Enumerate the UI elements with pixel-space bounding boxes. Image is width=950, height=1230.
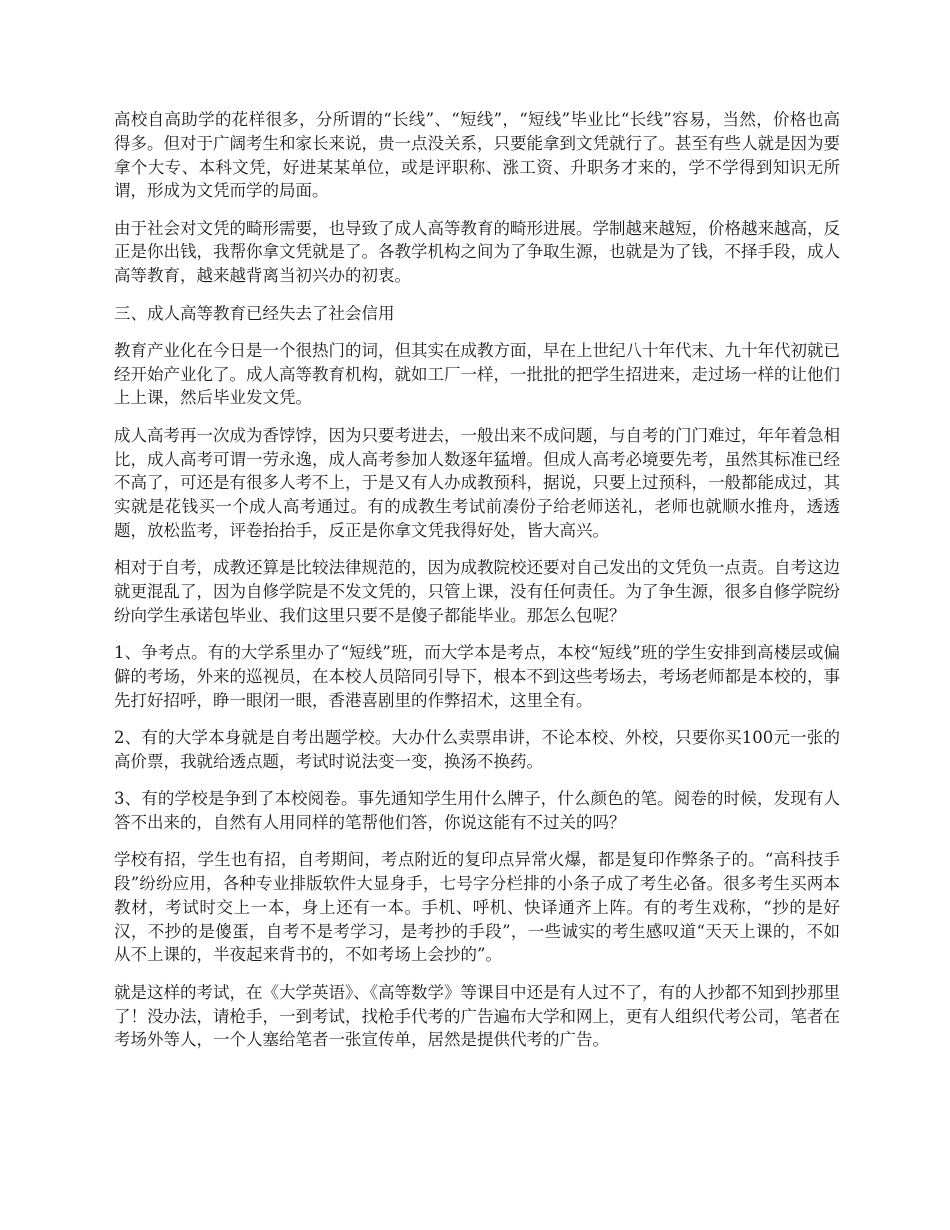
list-item-2: 2、有的大学本身就是自考出题学校。大办什么卖票串讲，不论本校、外校，只要你买100元一张的高价票，我就给透点题，考试时说法变一变，换汤不换药。 <box>114 728 840 771</box>
document-body <box>114 108 840 1066</box>
paragraph-5: 相对于自考，成教还算是比较法律规范的，因为成教院校还要对自己发出的文凭负一点责。自考这边就更混乱了，因为自修学院是不发文凭的，只管上课，没有任何责任。为了争生源，很多自修学院纷纷向学生承诺包毕业、我们这里只要不是傻子都能毕业。那怎么包呢？ <box>114 558 840 625</box>
paragraph-2: 由于社会对文凭的畸形需要，也导致了成人高等教育的畸形进展。学制越来越短，价格越来越高，反正是你出钱，我帮你拿文凭就是了。各教学机构之间为了争取生源，也就是为了钱，不择手段，成人高等教育，越来越背离当初兴办的初衷。 <box>114 218 840 286</box>
paragraph-7: 就是这样的考试，在《大学英语》、《高等数学》等课目中还是有人过不了，有的人抄都不知到抄那里了！没办法，请枪手，一到考试，找枪手代考的广告遍布大学和网上，更有人组织代考公司，笔者在考场外等人，一个人塞给笔者一张宣传单，居然是提供代考的广告。 <box>114 982 840 1050</box>
list-item-3: 3、有的学校是争到了本校阅卷。事先通知学生用什么牌子，什么颜色的笔。阅卷的时候，发现有人答不出来的，自然有人用同样的笔帮他们答，你说这能有不过关的吗？ <box>114 789 840 832</box>
paragraph-6: 学校有招，学生也有招，自考期间，考点附近的复印点异常火爆，都是复印作弊条子的。“高科技手段”纷纷应用，各种专业排版软件大显身手，七号字分栏排的小条子成了考生必备。很多考生买两本教材，考试时交上一本，身上还有一本。手机、呼机、快译通齐上阵。有的考生戏称，“抄的是好汉，不抄的是傻蛋，自考不是考学习，是考抄的手段”，一些诚实的考生感叹道“天天上课的，不如从不上课的，半夜起来背书的，不如考场上会抄的”。 <box>114 850 840 965</box>
paragraph-3: 教育产业化在今日是一个很热门的词，但其实在成教方面，早在上世纪八十年代末、九十年代初就已经开始产业化了。成人高等教育机构，就如工厂一样，一批批的把学生招进来，走过场一样的让他们上上课，然后毕业发文凭。 <box>114 340 840 408</box>
list-item-1: 1、争考点。有的大学系里办了“短线”班，而大学本是考点，本校“短线”班的学生安排到高楼层或偏僻的考场，外来的巡视员，在本校人员陪同引导下，根本不到这些考场去，考场老师都是本校的，事先打好招呼，睁一眼闭一眼，香港喜剧里的作弊招术，这里全有。 <box>114 643 840 710</box>
section-heading: 三、成人高等教育已经失去了社会信用 <box>114 303 395 323</box>
paragraph-1: 高校自高助学的花样很多，分所谓的“长线”、“短线”，“短线”毕业比“长线”容易，当然，价格也高得多。但对于广阔考生和家长来说，贵一点没关系，只要能拿到文凭就行了。甚至有些人就是因为要拿个大专、本科文凭，好进某某单位，或是评职称、涨工资、升职务才来的，学不学得到知识无所谓，形成为文凭而学的局面。 <box>114 110 840 201</box>
paragraph-4: 成人高考再一次成为香饽饽，因为只要考进去，一般出来不成问题，与自考的门门难过，年年着急相比，成人高考可谓一劳永逸，成人高考参加人数逐年猛增。但成人高考必境要先考，虽然其标准已经不高了，可还是有很多人考不上，于是又有人办成教预科，据说，只要上过预科，一般都能成过，其实就是花钱买一个成人高考通过。有的成教生考试前凑份子给老师送礼，老师也就顺水推舟，透透题，放松监考，评卷抬抬手，反正是你拿文凭我得好处，皆大高兴。 <box>114 425 840 540</box>
